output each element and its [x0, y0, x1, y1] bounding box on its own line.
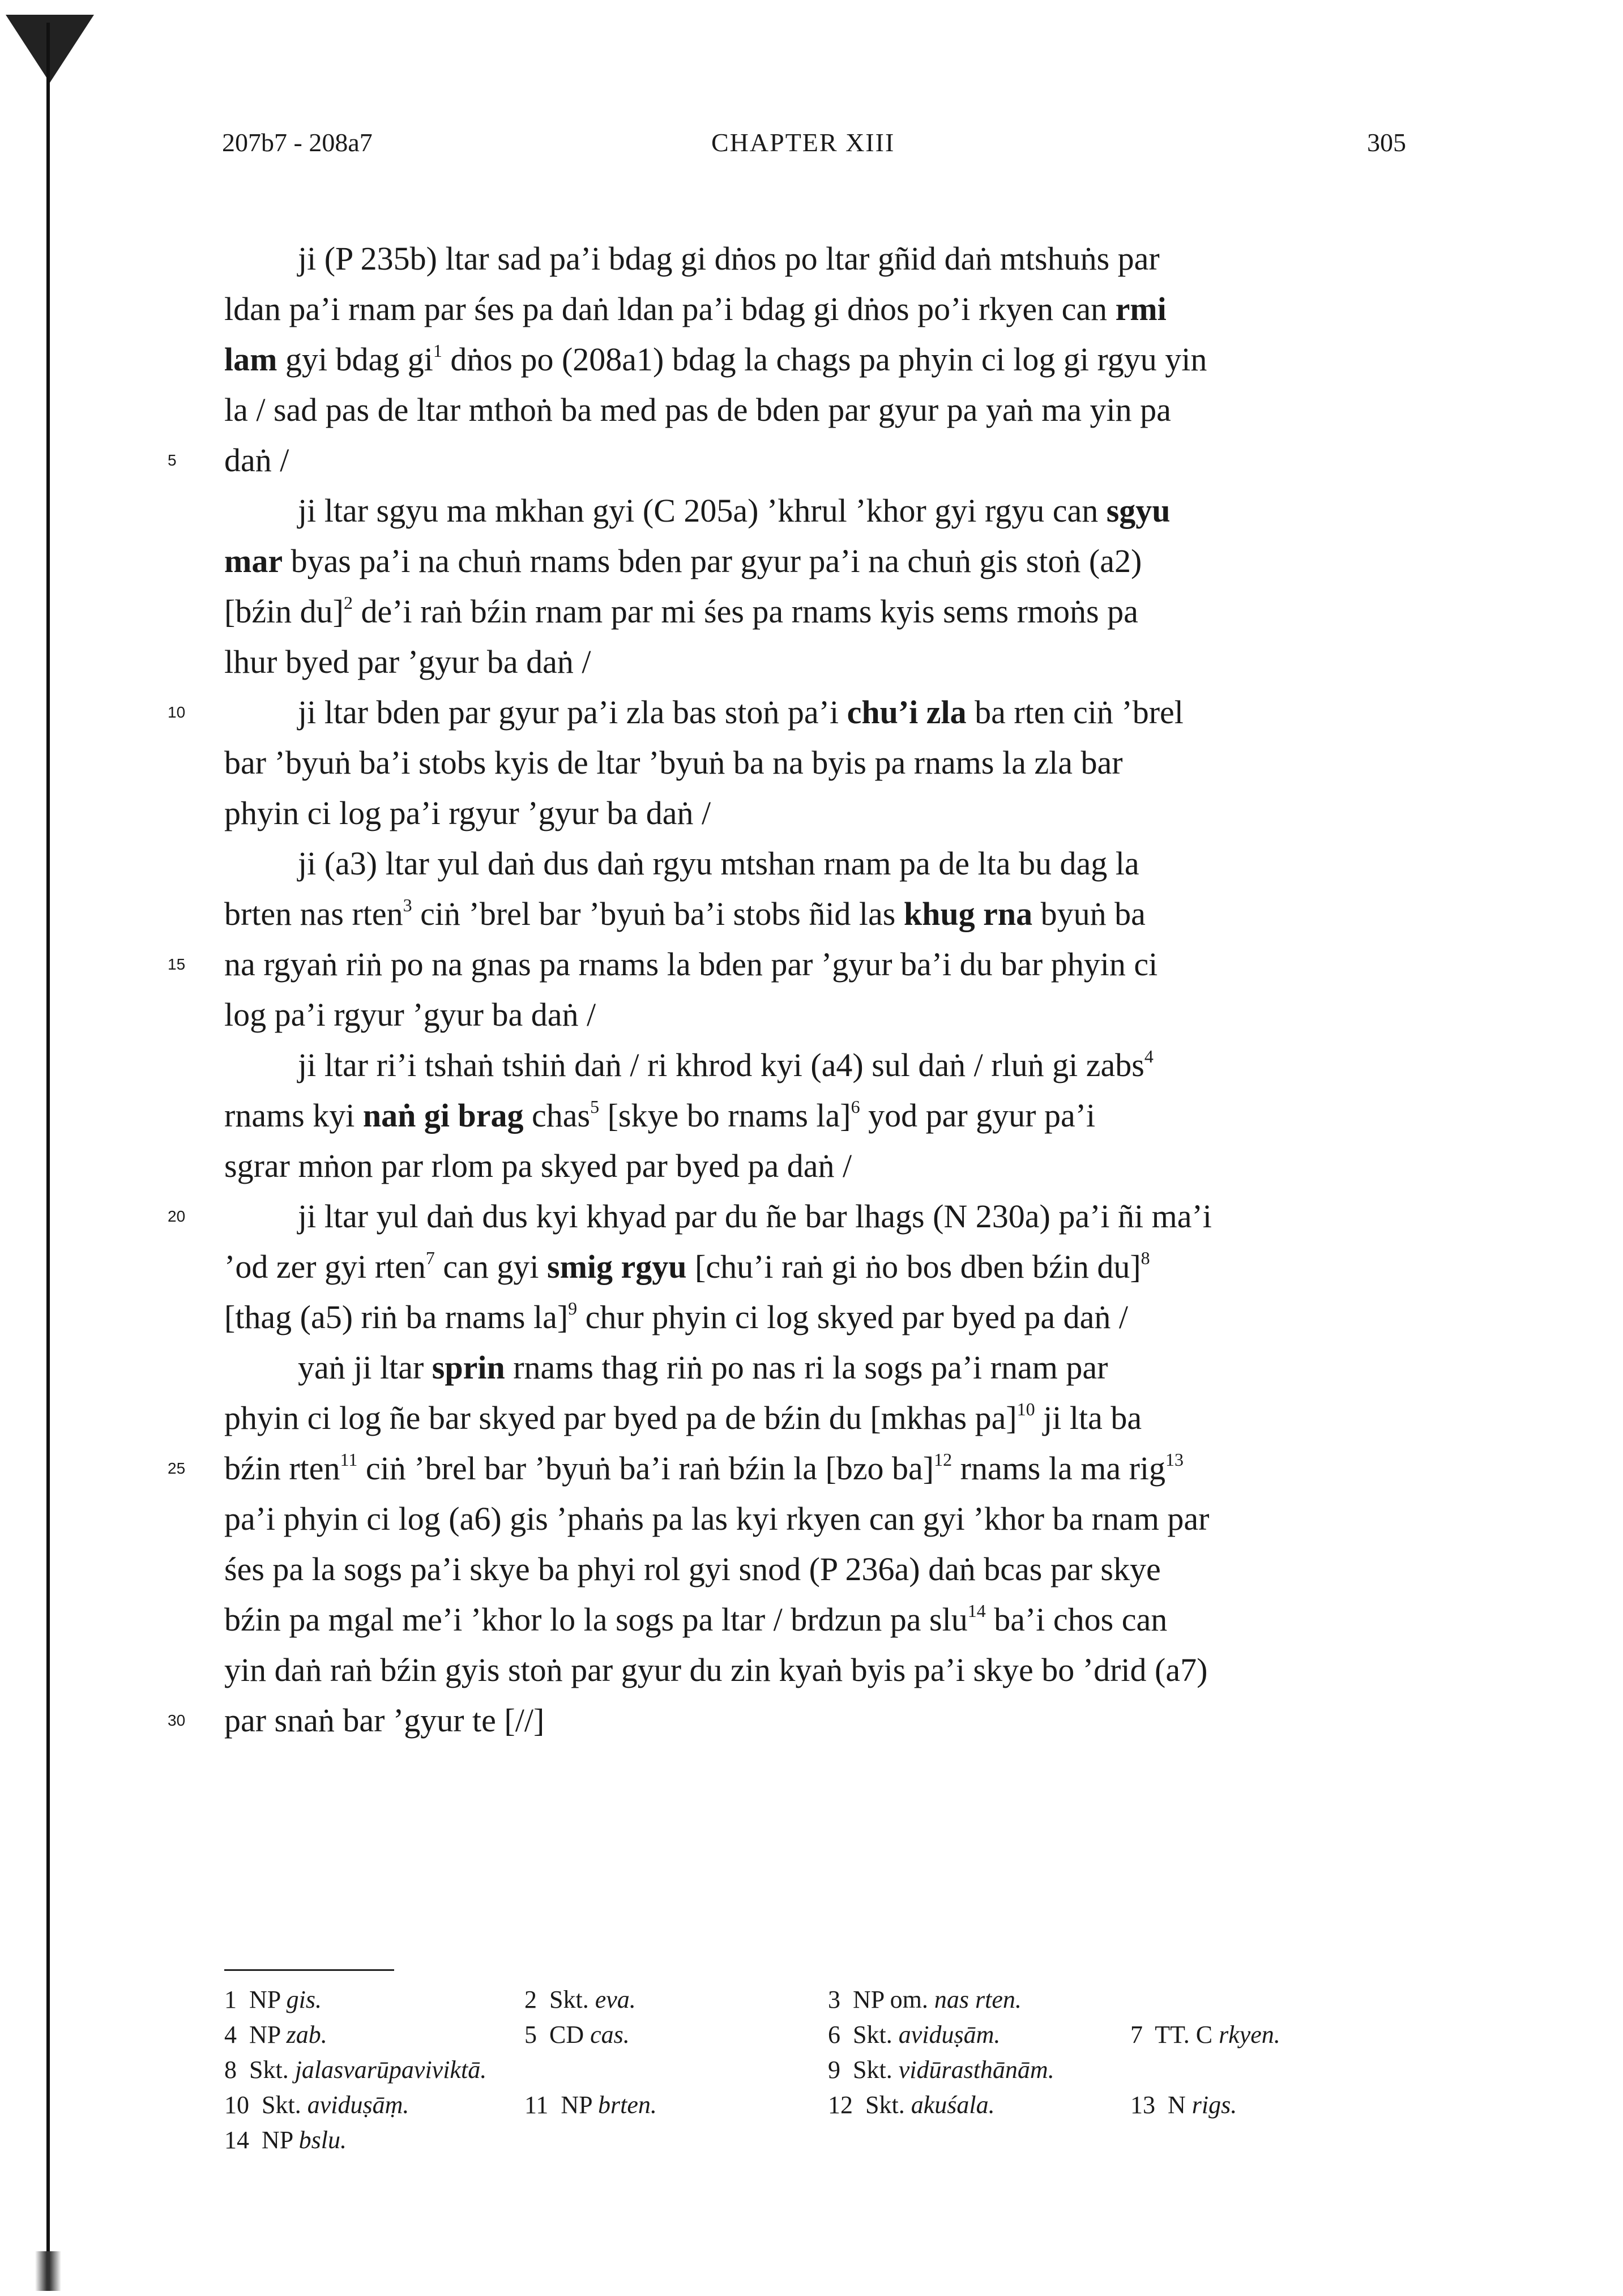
text-line: rnams kyi naṅ gi brag chas$^5$ [skye bo rnams la]$^6$ yod par gyur pa’i: [224, 1096, 1096, 1134]
footnote-ref: 6: [851, 1096, 860, 1117]
footnote: 9 Skt. vidūrasthānām.: [828, 2056, 1054, 2084]
line-number: 25: [168, 1459, 186, 1477]
footnote: 14 NP bslu.: [224, 2126, 347, 2154]
text-line: ji (P 235b) ltar sad pa’i bdag gi dṅos po ltar gñid daṅ mtshuṅs par: [298, 240, 1160, 277]
text-line: 30 par snaṅ bar ’gyur te [//]: [224, 1698, 544, 1743]
footnote-ref: 3: [403, 895, 412, 915]
footnote-ref: 12: [934, 1449, 953, 1470]
text-line: phyin ci log pa’i rgyur ’gyur ba daṅ /: [224, 795, 711, 831]
text-line: 20 ji ltar yul daṅ dus kyi khyad par du ñe bar lhags (N 230a) pa’i ñi ma’i: [298, 1194, 1212, 1239]
text-line: bar ’byuṅ ba’i stobs kyis de ltar ’byuṅ ba na byis pa rnams la zla bar: [224, 744, 1123, 781]
line-number: 30: [168, 1712, 186, 1729]
text-line: ji ltar ri’i tshaṅ tshiṅ daṅ / ri khrod kyi (a4) sul daṅ / rluṅ gi zabs$^4$: [298, 1046, 1154, 1083]
footnote: 8 Skt. jalasvarūpaviviktā.: [224, 2056, 487, 2084]
footnote-ref: 13: [1165, 1449, 1184, 1470]
text-line: yin daṅ raṅ bźin gyis stoṅ par gyur du zin kyaṅ byis pa’i skye bo ’drid (a7): [224, 1651, 1208, 1688]
binding-edge-line: [46, 23, 50, 2280]
footnote: 6 Skt. aviduṣām.: [828, 2021, 1001, 2049]
footnote-ref: 7: [425, 1248, 435, 1268]
text-line: mar byas pa’i na chuṅ rnams bden par gyur pa’i na chuṅ gis stoṅ (a2): [224, 543, 1142, 579]
text-line: 5 daṅ /: [224, 438, 289, 483]
footnote-ref: 14: [967, 1601, 986, 1621]
footnote-ref: 2: [344, 592, 353, 613]
footnote: 13 N rigs.: [1130, 2091, 1237, 2119]
line-number: 10: [168, 703, 186, 721]
line-number: 20: [168, 1207, 186, 1225]
footnote: 4 NP zab.: [224, 2021, 327, 2049]
page-number: 305: [1367, 128, 1406, 157]
text-line: [thag (a5) riṅ ba rnams la]$^9$ chur phyin ci log skyed par byed pa daṅ /: [224, 1298, 1128, 1335]
footnote-ref: 5: [590, 1096, 600, 1117]
text-line: la / sad pas de ltar mthoṅ ba med pas de bden par gyur pa yaṅ ma yin pa: [224, 391, 1171, 428]
footnote: 5 CD cas.: [524, 2021, 630, 2049]
chapter-title: CHAPTER XIII: [711, 128, 895, 157]
text-line: log pa’i rgyur ’gyur ba daṅ /: [224, 996, 596, 1033]
text-line: 10 ji ltar bden par gyur pa’i zla bas stoṅ pa’i chu’i zla ba rten ciṅ ’brel: [298, 690, 1184, 735]
running-head: [0, 127, 1623, 167]
footnote: 3 NP om. nas rten.: [828, 1986, 1022, 2013]
folio-range: 207b7 - 208a7: [222, 128, 373, 157]
footnote-ref: 1: [433, 340, 442, 361]
text-line: phyin ci log ñe bar skyed par byed pa de bźin du [mkhas pa]$^{10}$ ji lta ba: [224, 1399, 1142, 1436]
text-line: ldan pa’i rnam par śes pa daṅ ldan pa’i bdag gi dṅos po’i rkyen can rmi: [224, 291, 1167, 327]
text-line: 15 na rgyaṅ riṅ po na gnas pa rnams la bden par ’gyur ba’i du bar phyin ci: [224, 942, 1158, 987]
footnote: 11 NP brten.: [524, 2091, 657, 2119]
footnote: 12 Skt. akuśala.: [828, 2091, 995, 2119]
footnote-rule: [224, 1969, 394, 1971]
footnote: 1 NP gis.: [224, 1986, 322, 2013]
text-line: ’od zer gyi rten$^7$ can gyi smig rgyu [chu’i raṅ gi ṅo bos dben bźin du]$^8$: [224, 1248, 1150, 1285]
footnote: 2 Skt. eva.: [524, 1986, 636, 2013]
text-line: pa’i phyin ci log (a6) gis ’phaṅs pa las kyi rkyen can gyi ’khor ba rnam par: [224, 1500, 1210, 1537]
footnote-ref: 4: [1144, 1046, 1154, 1066]
footnote-ref: 9: [568, 1298, 578, 1318]
footnote: 7 TT. C rkyen.: [1130, 2021, 1280, 2049]
text-line: [bźin du]$^2$ de’i raṅ bźin rnam par mi śes pa rnams kyis sems rmoṅs pa: [224, 592, 1138, 630]
text-line: ji ltar sgyu ma mkhan gyi (C 205a) ’khrul ’khor gyi rgyu can sgyu: [298, 492, 1171, 529]
line-number: 5: [168, 451, 177, 469]
text-line: yaṅ ji ltar sprin rnams thag riṅ po nas ri la sogs pa’i rnam par: [298, 1349, 1108, 1386]
text-line: ji (a3) ltar yul daṅ dus daṅ rgyu mtshan rnam pa de lta bu dag la: [298, 845, 1139, 882]
binding-edge-top: [6, 15, 94, 83]
text-line: śes pa la sogs pa’i skye ba phyi rol gyi snod (P 236a) daṅ bcas par skye: [224, 1551, 1161, 1587]
footnote-ref: 8: [1141, 1248, 1150, 1268]
line-number: 15: [168, 955, 186, 973]
text-line: lam gyi bdag $gi^1$ dṅos po (208a1) bdag la chags pa phyin ci log gi rgyu yin: [224, 340, 1207, 378]
footnote: 10 Skt. aviduṣāṃ.: [224, 2091, 409, 2119]
footnote-ref: 10: [1016, 1399, 1035, 1419]
text-line: sgrar mṅon par rlom pa skyed par byed pa daṅ /: [224, 1147, 852, 1184]
text-line: 25 bźin rten$^{11}$ ciṅ ’brel bar ’byuṅ ba’i raṅ bźin la [bzo ba]$^{12}$ rnams la ma rig$^{13}$: [224, 1446, 1184, 1491]
text-line: brten nas rten$^3$ ciṅ ’brel bar ’byuṅ ba’i stobs ñid las khug rna byuṅ ba: [224, 895, 1146, 932]
text-line: bźin pa mgal me’i ’khor lo la sogs pa ltar / brdzun pa slu$^{14}$ ba’i chos can: [224, 1601, 1168, 1638]
footnote-ref: 11: [340, 1449, 358, 1470]
binding-edge-bottom: [35, 2251, 61, 2291]
text-line: lhur byed par ’gyur ba daṅ /: [224, 643, 591, 680]
